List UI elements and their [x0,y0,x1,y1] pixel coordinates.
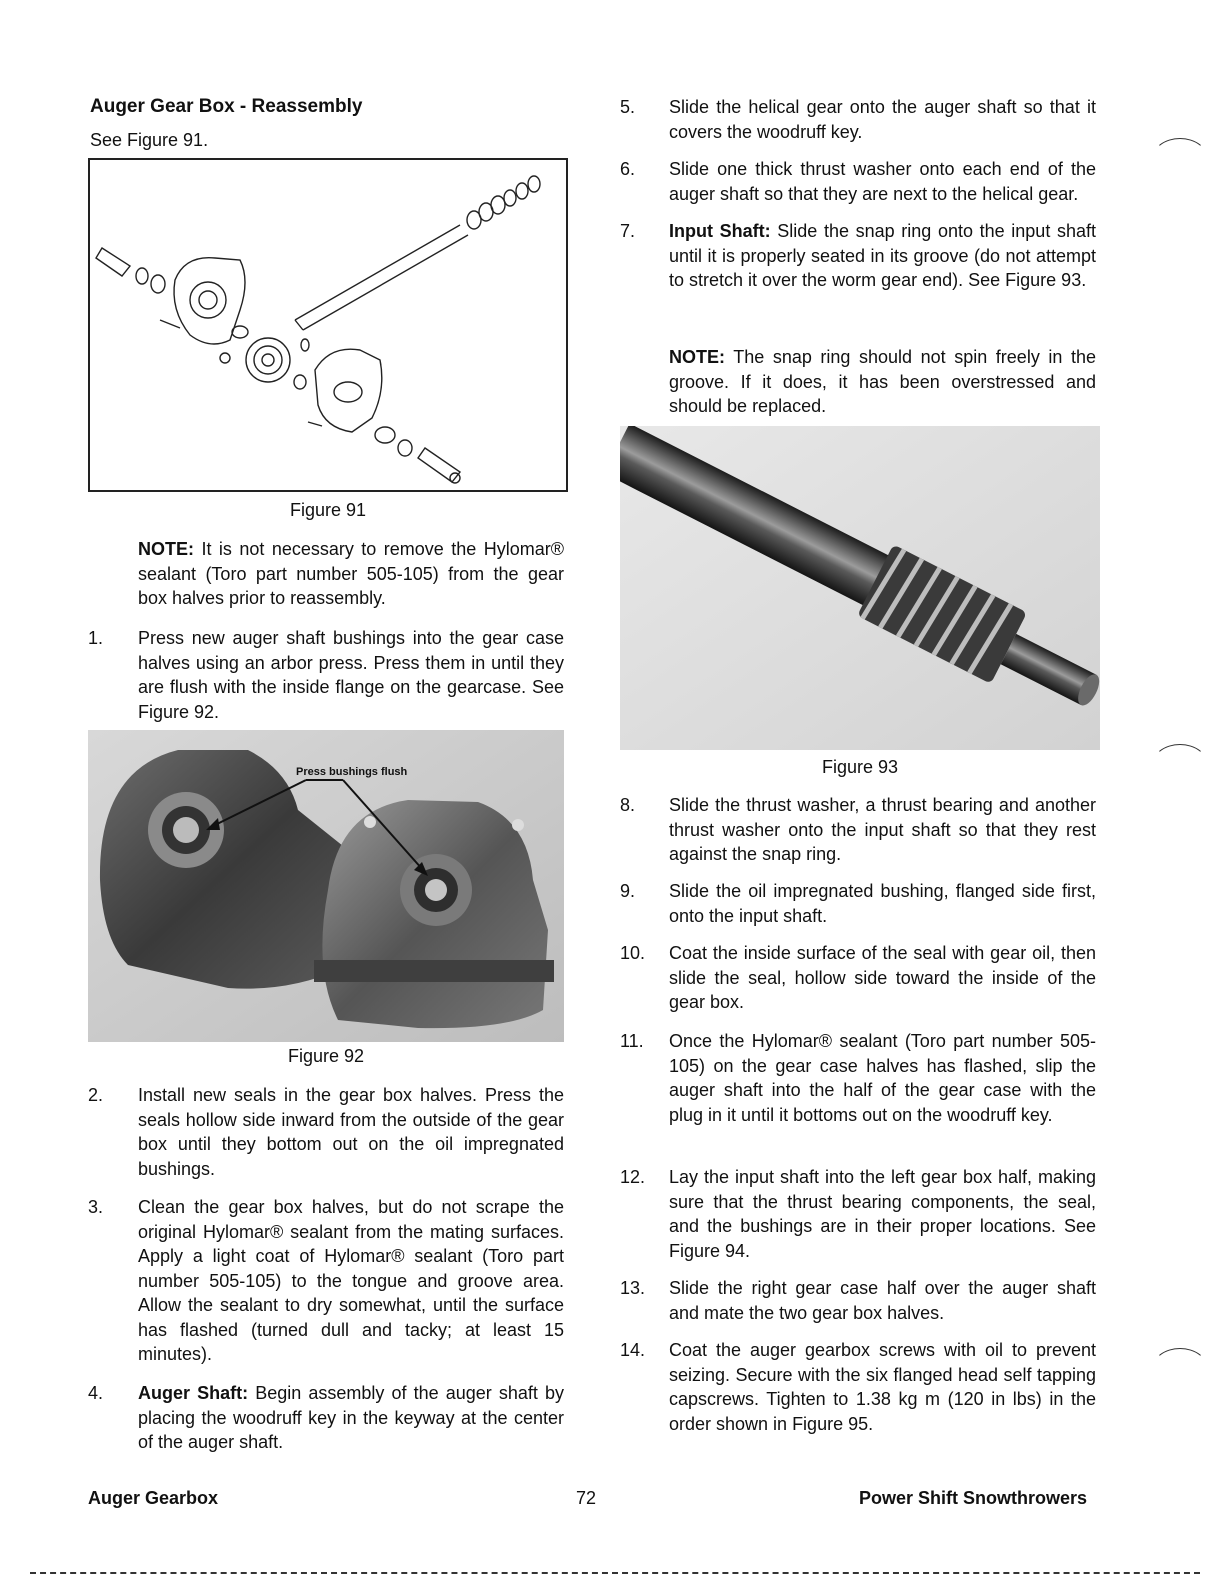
figure-93-photo [620,426,1100,750]
figure-91-caption: Figure 91 [289,500,367,520]
step-number: 5. [620,97,636,117]
note-label: NOTE: [138,539,194,559]
figure-93-caption: Figure 93 [821,757,899,777]
step-10 [620,941,1096,1017]
step-text: Slide one thick thrust washer onto each end of the auger shaft so that they are next to the helical gear. [669,159,1096,204]
step-number: 2. [88,1085,104,1105]
footer-section: Auger Gearbox [88,1488,219,1508]
step-1 [88,626,564,726]
step-number: 4. [88,1383,104,1403]
step-number: 8. [620,795,636,815]
exploded-view-illustration [90,160,566,490]
note-snap-ring [669,345,1096,419]
step-text: Coat the inside surface of the seal with gear oil, then slide the seal, hollow side toward the inside of the gear box. [669,943,1096,1012]
note-label: NOTE: [669,347,725,367]
note-text: It is not necessary to remove the Hylomar® sealant (Toro part number 505-105) from the gear box halves prior to reassembly. [138,539,564,608]
step-11 [620,1029,1096,1153]
step-text: Once the Hylomar® sealant (Toro part number 505-105) on the gear case halves has flashed, slip the auger shaft into the half of the gear case with the plug in it until it bottoms out on the woodruff key. [669,1031,1096,1125]
step-text: Coat the auger gearbox screws with oil to prevent seizing. Secure with the six flanged head self tapping capscrews. Tighten to 1.38 kg m (120 in lbs) in the order shown in Figure 95. [669,1340,1096,1434]
step-number: 3. [88,1197,104,1217]
page-number: 72 [575,1488,597,1508]
step-3 [88,1195,564,1371]
figure-92-callout: Press bushings flush [296,766,408,778]
step-number: 1. [88,628,104,648]
step-text: Press new auger shaft bushings into the gear case halves using an arbor press. Press them in until they are flush with the inside flange on the gearcase. See Figure 92. [138,628,564,722]
step-4 [88,1381,564,1457]
step-14 [620,1338,1096,1438]
binder-hole-mark [1152,138,1208,180]
step-body: Slide the snap ring onto the input shaft until it is properly seated in its groove (do not attempt to stretch it over the worm gear end). See Figure 93. [669,221,1096,290]
step-text [669,219,1096,293]
step-2 [88,1083,564,1183]
step-13 [620,1276,1096,1328]
figure-92-photo [88,730,564,1042]
step-number: 10. [620,943,646,963]
step-12 [620,1165,1096,1265]
step-text: Clean the gear box halves, but do not scrape the original Hylomar® sealant from the mating surfaces. Apply a light coat of Hylomar® sealant (Toro part number 505-105) to the tongue and groove area. Allow the sealant to dry somewhat, until the surface has flashed (turned dull and tacky; at least 15 minutes). [138,1197,564,1364]
step-6 [620,157,1096,209]
step-9 [620,879,1096,931]
step-text: Install new seals in the gear box halves. Press the seals hollow side inward from the outside of the gear box until they bottom out on the oil impregnated bushings. [138,1085,564,1179]
section-heading: Auger Gear Box - Reassembly [90,96,363,117]
step-number: 6. [620,159,636,179]
figure-92-caption: Figure 92 [287,1046,365,1066]
step-8 [620,793,1096,869]
figure-91-diagram [88,158,568,492]
step-number: 14. [620,1340,646,1360]
step-text: Slide the oil impregnated bushing, flanged side first, onto the input shaft. [669,881,1096,926]
input-shaft-worm-photo [620,426,1100,750]
step-label: Input Shaft: [669,221,771,241]
step-number: 12. [620,1167,646,1187]
step-text: Slide the thrust washer, a thrust bearing and another thrust washer onto the input shaft so that they rest against the snap ring. [669,795,1096,864]
step-text: Slide the helical gear onto the auger shaft so that it covers the woodruff key. [669,97,1096,142]
step-text: Slide the right gear case half over the auger shaft and mate the two gear box halves. [669,1278,1096,1323]
step-5 [620,95,1096,147]
binder-hole-mark [1152,1348,1208,1390]
footer-book-title: Power Shift Snowthrowers [858,1488,1087,1508]
note-text: The snap ring should not spin freely in the groove. If it does, it has been overstressed and should be replaced. [669,347,1096,416]
see-figure-91: See Figure 91. [90,130,209,150]
step-number: 13. [620,1278,646,1298]
scan-edge-line [30,1572,1200,1574]
step-body: Begin assembly of the auger shaft by placing the woodruff key in the keyway at the center of the auger shaft. [138,1383,564,1452]
step-number: 9. [620,881,636,901]
step-label: Auger Shaft: [138,1383,249,1403]
note-hylomar [138,537,564,611]
binder-hole-mark [1152,744,1208,786]
step-number: 7. [620,221,636,241]
step-text [138,1381,564,1455]
step-number: 11. [620,1031,644,1051]
step-text: Lay the input shaft into the left gear box half, making sure that the thrust bearing components, the seal, and the bushings are in their proper locations. See Figure 94. [669,1167,1096,1261]
step-7 [620,219,1096,319]
